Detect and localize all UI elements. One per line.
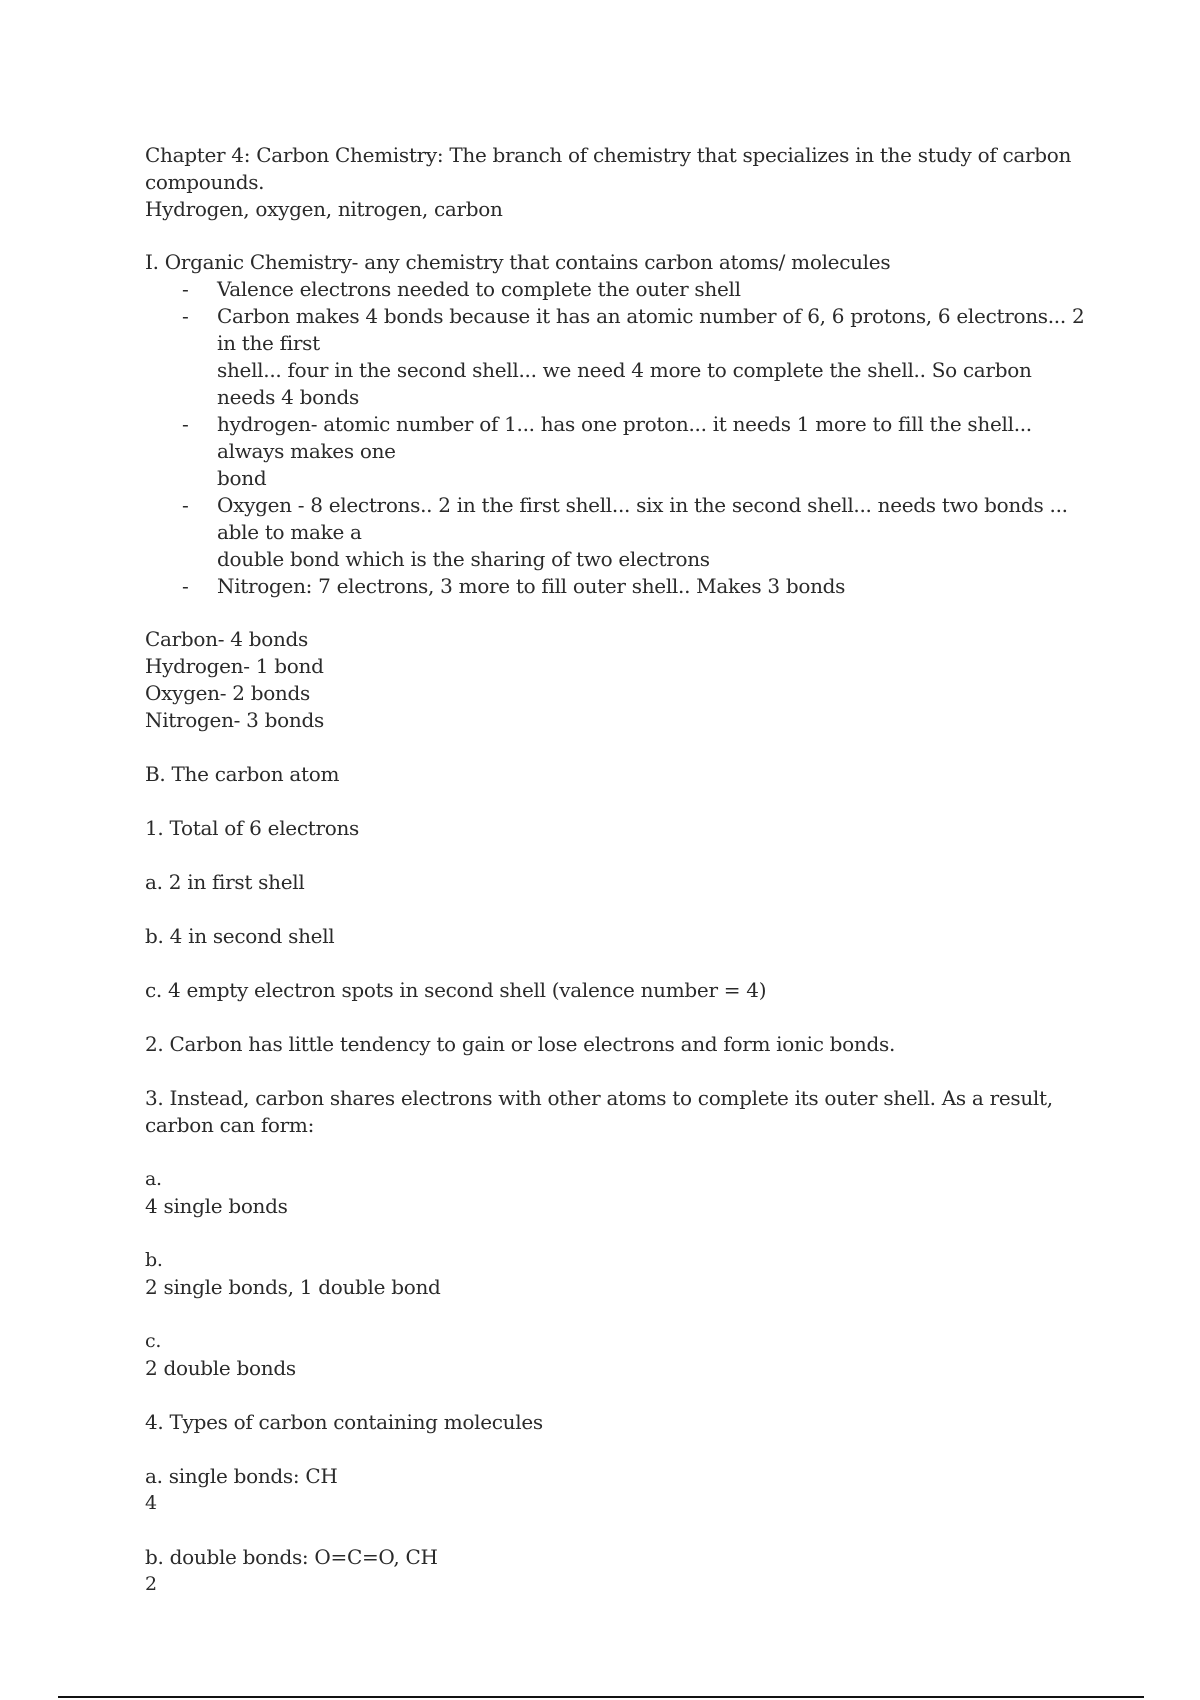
- bullet-text: hydrogen- atomic number of 1... has one proton... it needs 1 more to fill the shell... always makes one: [217, 412, 1032, 463]
- section-b-item-1: 1. Total of 6 electrons: [145, 816, 360, 840]
- section-b-item-1b: b. 4 in second shell: [145, 924, 335, 948]
- molecule-type-text: b. double bonds: O=C=O, CH: [145, 1545, 438, 1569]
- molecule-type-b: [145, 1544, 1085, 1598]
- bullet-item: [145, 276, 1085, 303]
- bond-summary-oxygen: Oxygen- 2 bonds: [145, 681, 310, 705]
- bullet-text: shell... four in the second shell... we need 4 more to complete the shell.. So carbon needs 4 bonds: [217, 358, 1032, 409]
- bullet-item: [145, 573, 1085, 600]
- molecule-type-subscript: 4: [145, 1492, 157, 1514]
- chapter-subheading: Hydrogen, oxygen, nitrogen, carbon: [145, 197, 503, 221]
- bullet-item: [145, 303, 1085, 411]
- bond-summary-nitrogen: Nitrogen- 3 bonds: [145, 708, 324, 732]
- bullet-dash: -: [182, 574, 189, 598]
- bullet-dash: -: [182, 304, 189, 328]
- bullet-item: [145, 411, 1085, 492]
- section-b-item-3: 3. Instead, carbon shares electrons with other atoms to complete its outer shell. As a result, carbon can form:: [145, 1086, 1053, 1137]
- section-b-item-4: 4. Types of carbon containing molecules: [145, 1410, 543, 1434]
- chapter-heading: Chapter 4: Carbon Chemistry: The branch of chemistry that specializes in the study of carbon compounds.: [145, 143, 1072, 194]
- bond-summary-carbon: Carbon- 4 bonds: [145, 627, 309, 651]
- document-page: [145, 142, 1085, 1598]
- bullet-text: Oxygen - 8 electrons.. 2 in the first shell... six in the second shell... needs two bonds ... able to make a: [217, 493, 1068, 544]
- bullet-item: [145, 492, 1085, 573]
- bullet-dash: -: [182, 412, 189, 436]
- bond-form-letter: c.: [145, 1330, 162, 1352]
- bullet-text: Nitrogen: 7 electrons, 3 more to fill outer shell.. Makes 3 bonds: [217, 574, 846, 598]
- section-b-title: B. The carbon atom: [145, 762, 340, 786]
- molecule-type-subscript: 2: [145, 1573, 157, 1595]
- molecule-type-a: [145, 1463, 1085, 1517]
- bond-form-text: 4 single bonds: [145, 1194, 288, 1218]
- bullet-text: bond: [217, 466, 267, 490]
- section-b-item-1a: a. 2 in first shell: [145, 870, 305, 894]
- bullet-text: Carbon makes 4 bonds because it has an atomic number of 6, 6 protons, 6 electrons... 2 in the first: [217, 304, 1085, 355]
- bond-form-a: [145, 1166, 1085, 1220]
- bond-form-text: 2 single bonds, 1 double bond: [145, 1275, 441, 1299]
- bond-form-letter: b.: [145, 1249, 163, 1271]
- bond-form-text: 2 double bonds: [145, 1356, 296, 1380]
- section-b-item-2: 2. Carbon has little tendency to gain or lose electrons and form ionic bonds.: [145, 1032, 895, 1056]
- bullet-text: double bond which is the sharing of two electrons: [217, 547, 710, 571]
- bond-summary-list: [145, 626, 1085, 734]
- bond-form-letter: a.: [145, 1168, 162, 1190]
- bullet-dash: -: [182, 277, 189, 301]
- bond-form-b: [145, 1247, 1085, 1301]
- molecule-type-text: a. single bonds: CH: [145, 1464, 338, 1488]
- bond-summary-hydrogen: Hydrogen- 1 bond: [145, 654, 324, 678]
- bullet-dash: -: [182, 493, 189, 517]
- bullet-text: Valence electrons needed to complete the outer shell: [217, 277, 741, 301]
- section-1-bullet-list: [145, 276, 1085, 600]
- footer-divider: [58, 1696, 1144, 1698]
- section-1-title: I. Organic Chemistry- any chemistry that contains carbon atoms/ molecules: [145, 250, 891, 274]
- section-b-item-1c: c. 4 empty electron spots in second shell (valence number = 4): [145, 978, 767, 1002]
- bond-form-c: [145, 1328, 1085, 1382]
